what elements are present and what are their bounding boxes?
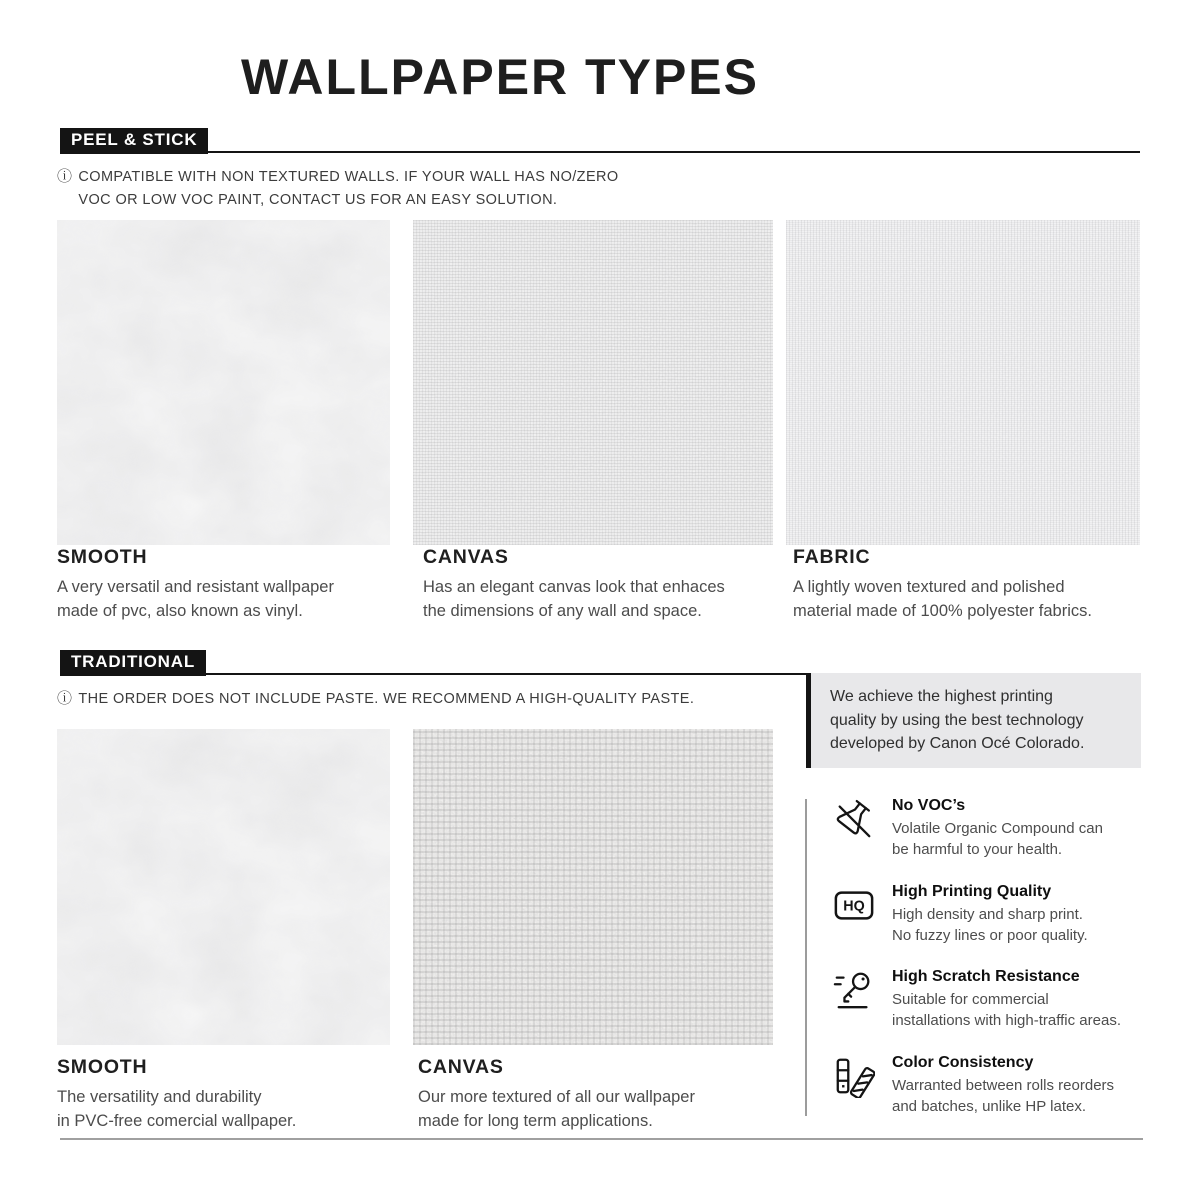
- color-swatchbook-icon: [833, 1054, 875, 1098]
- printing-quality-callout: [806, 673, 1141, 768]
- swatch-desc-line: Our more textured of all our wallpaper: [418, 1088, 695, 1106]
- section-label-peel-stick: [60, 128, 208, 154]
- bottom-divider: [60, 1138, 1143, 1140]
- feature-title: Color Consistency: [892, 1054, 1034, 1071]
- caption-canvas-peel: [423, 546, 778, 624]
- note-line: COMPATIBLE WITH NON TEXTURED WALLS. IF YOUR WALL HAS NO/ZERO: [78, 169, 619, 185]
- caption-canvas-traditional: [418, 1056, 773, 1134]
- swatch-desc-line: A very versatil and resistant wallpaper: [57, 578, 334, 596]
- feature-desc-line: No fuzzy lines or poor quality.: [892, 927, 1088, 945]
- feature-title: High Printing Quality: [892, 883, 1052, 900]
- caption-smooth-peel: [57, 546, 407, 624]
- feature-desc-line: Volatile Organic Compound can: [892, 820, 1103, 837]
- scratch-key-icon: [833, 968, 875, 1012]
- info-icon: ⓘ: [57, 168, 73, 185]
- feature-desc-line: High density and sharp print.: [892, 906, 1083, 923]
- feature-color-consistency: [833, 1054, 1160, 1118]
- info-icon: ⓘ: [57, 690, 73, 707]
- caption-smooth-traditional: [57, 1056, 407, 1134]
- no-voc-flask-icon: [833, 797, 875, 841]
- feature-desc-line: and batches, unlike HP latex.: [892, 1098, 1087, 1116]
- swatch-image-fabric-peel: [786, 220, 1140, 545]
- feature-desc-line: Suitable for commercial: [892, 991, 1049, 1008]
- feature-high-printing-quality: [833, 883, 1160, 947]
- traditional-note: [57, 688, 694, 711]
- callout-line: We achieve the highest printing: [830, 688, 1053, 705]
- callout-line: quality by using the best technology: [830, 711, 1084, 729]
- feature-no-vocs: [833, 797, 1160, 861]
- swatch-image-canvas-traditional: [413, 729, 773, 1045]
- swatch-title: SMOOTH: [57, 1056, 148, 1078]
- swatch-title: FABRIC: [793, 546, 871, 568]
- swatch-desc-line: Has an elegant canvas look that enhaces: [423, 578, 725, 596]
- hq-badge-icon: [833, 883, 875, 927]
- feature-title: No VOC’s: [892, 797, 966, 814]
- swatch-desc-line: A lightly woven textured and polished: [793, 578, 1065, 596]
- caption-fabric-peel: [793, 546, 1145, 624]
- swatch-image-smooth-peel: [57, 220, 390, 545]
- hq-badge-label: HQ: [843, 898, 865, 915]
- swatch-desc-line: made of pvc, also known as vinyl.: [57, 601, 303, 620]
- feature-title: High Scratch Resistance: [892, 968, 1080, 985]
- swatch-title: CANVAS: [418, 1056, 504, 1078]
- swatch-desc-line: The versatility and durability: [57, 1088, 262, 1106]
- swatch-desc-line: the dimensions of any wall and space.: [423, 601, 702, 620]
- page-title: WALLPAPER TYPES: [240, 49, 759, 105]
- section-label-text: TRADITIONAL: [71, 652, 196, 671]
- peel-stick-note: [57, 166, 619, 212]
- feature-list-rule: [805, 799, 807, 1116]
- section-label-traditional: [60, 650, 206, 676]
- feature-desc-line: Warranted between rolls reorders: [892, 1077, 1115, 1094]
- section-rule-peel-stick: [60, 151, 1140, 153]
- callout-line: developed by Canon Océ Colorado.: [830, 735, 1085, 753]
- swatch-image-canvas-peel: [413, 220, 773, 545]
- feature-high-scratch-resistance: [833, 968, 1160, 1032]
- swatch-desc-line: in PVC-free comercial wallpaper.: [57, 1111, 297, 1130]
- swatch-title: SMOOTH: [57, 546, 148, 568]
- note-line: THE ORDER DOES NOT INCLUDE PASTE. WE RECOMMEND A HIGH-QUALITY PASTE.: [78, 691, 695, 707]
- feature-desc-line: installations with high-traffic areas.: [892, 1012, 1121, 1030]
- swatch-desc-line: material made of 100% polyester fabrics.: [793, 601, 1092, 620]
- swatch-desc-line: made for long term applications.: [418, 1111, 653, 1130]
- section-label-text: PEEL & STICK: [71, 130, 198, 149]
- swatch-image-smooth-traditional: [57, 729, 390, 1045]
- feature-desc-line: be harmful to your health.: [892, 841, 1063, 859]
- swatch-title: CANVAS: [423, 546, 509, 568]
- note-line: VOC OR LOW VOC PAINT, CONTACT US FOR AN EASY SOLUTION.: [78, 191, 558, 208]
